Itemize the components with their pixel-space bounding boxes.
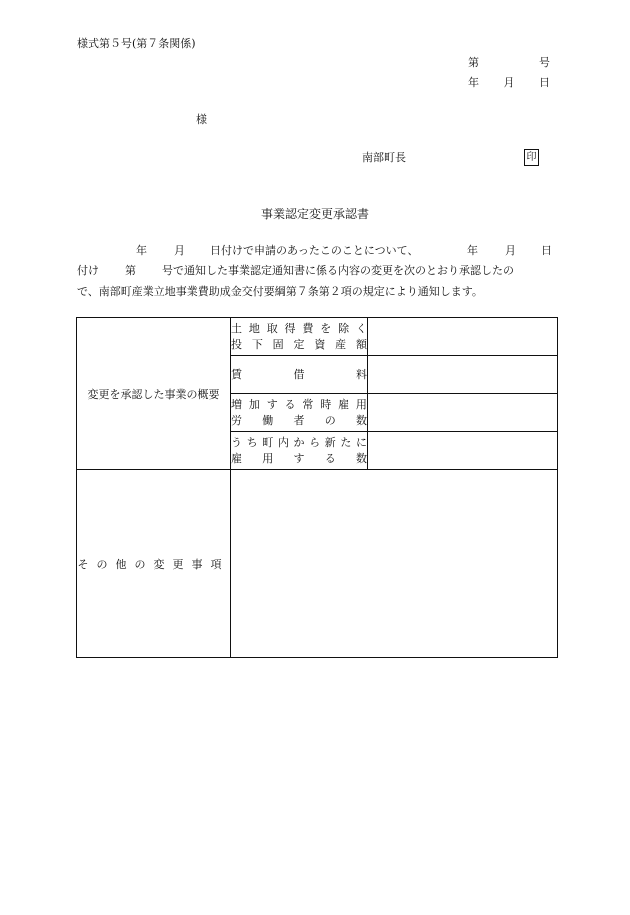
body-line2-dated: 付け [77, 264, 99, 277]
label-char: 土 [231, 321, 242, 335]
label-char: 常 [302, 397, 314, 411]
body-year-2: 年 [467, 244, 478, 257]
label-char: 増 [231, 397, 242, 411]
label-char: 資 [314, 337, 326, 351]
label-char: の [324, 413, 336, 427]
item-label-line [231, 397, 367, 413]
table-row [77, 318, 558, 356]
label-char: 賃 [231, 367, 242, 381]
label-char: 産 [335, 337, 347, 351]
date-month: 月 [503, 76, 515, 89]
label-char: 除 [338, 321, 350, 335]
label-char: 雇 [231, 451, 242, 465]
date-day: 日 [539, 76, 550, 89]
label-char: 地 [248, 321, 260, 335]
item-label [231, 432, 368, 470]
label-char: に [356, 435, 367, 449]
seal-mark: 印 [524, 149, 539, 166]
label-char: ち [246, 435, 258, 449]
label-char: か [293, 435, 305, 449]
table-row [77, 470, 558, 658]
body-day-2: 日 [541, 244, 552, 257]
item-label [231, 394, 368, 432]
item-label-line [231, 435, 367, 451]
label-char: く [355, 321, 367, 335]
approval-table [76, 317, 558, 658]
label-char: 料 [356, 367, 367, 381]
label-char: た [340, 435, 352, 449]
item-value-local-hires[interactable] [368, 432, 558, 470]
item-value-fixed-assets[interactable] [368, 318, 558, 356]
label-char: る [284, 397, 296, 411]
number-prefix: 第 [468, 56, 479, 69]
document-date [468, 76, 550, 90]
item-label-line [231, 451, 367, 467]
label-char: 費 [302, 321, 314, 335]
label-char: 労 [231, 413, 242, 427]
item-label-line [231, 367, 367, 383]
label-char: 者 [293, 413, 305, 427]
item-value-rent[interactable] [368, 356, 558, 394]
label-char: 得 [284, 321, 296, 335]
label-char: 雇 [338, 397, 350, 411]
item-label [231, 356, 368, 394]
label-char: 投 [231, 337, 242, 351]
body-month: 月 [174, 244, 185, 257]
form-number-label: 様式第５号(第７条関係) [77, 37, 196, 50]
label-char: 下 [251, 337, 263, 351]
label-char: 数 [356, 451, 367, 465]
item-label-line [231, 321, 367, 337]
label-char: 数 [356, 413, 367, 427]
label-char: う [231, 435, 242, 449]
item-label-line [231, 337, 367, 353]
document-title: 事業認定変更承認書 [260, 207, 369, 221]
body-line2-number: 第 [125, 264, 136, 277]
label-char: 取 [266, 321, 278, 335]
label-char: 定 [293, 337, 305, 351]
label-char: 時 [320, 397, 332, 411]
body-day-text: 日付けで申請のあったこのことについて、 [210, 244, 419, 257]
item-value-workers[interactable] [368, 394, 558, 432]
number-suffix: 号 [539, 56, 550, 69]
issuer-name: 南部町長 [362, 151, 406, 164]
label-char: 加 [248, 397, 260, 411]
label-char: 内 [277, 435, 289, 449]
body-year: 年 [136, 244, 147, 257]
body-line3-text: で、南部町産業立地事業費助成金交付要綱第７条第２項の規定により通知します。 [77, 285, 483, 298]
label-char: 用 [355, 397, 367, 411]
other-changes-value[interactable] [231, 470, 558, 658]
item-label [231, 318, 368, 356]
item-label-line [231, 413, 367, 429]
body-month-2: 月 [505, 244, 516, 257]
label-char: 新 [324, 435, 336, 449]
date-year: 年 [468, 76, 479, 89]
label-char: 用 [262, 451, 274, 465]
label-char: す [293, 451, 305, 465]
label-char: 働 [262, 413, 274, 427]
document-number [468, 56, 550, 70]
section-other-changes-label: その他の変更事項 [77, 470, 231, 658]
body-line2-text: 号で通知した事業認定通知書に係る内容の変更を次のとおり承認したの [162, 264, 514, 277]
label-char: 借 [293, 367, 305, 381]
label-char: 固 [272, 337, 284, 351]
addressee-suffix: 様 [196, 113, 207, 126]
label-char: 額 [355, 337, 367, 351]
label-char: ら [309, 435, 321, 449]
label-char: る [324, 451, 336, 465]
label-char: 町 [262, 435, 274, 449]
label-char: を [320, 321, 332, 335]
label-char: す [266, 397, 278, 411]
section-approved-summary-label: 変更を承認した事業の概要 [77, 318, 231, 470]
